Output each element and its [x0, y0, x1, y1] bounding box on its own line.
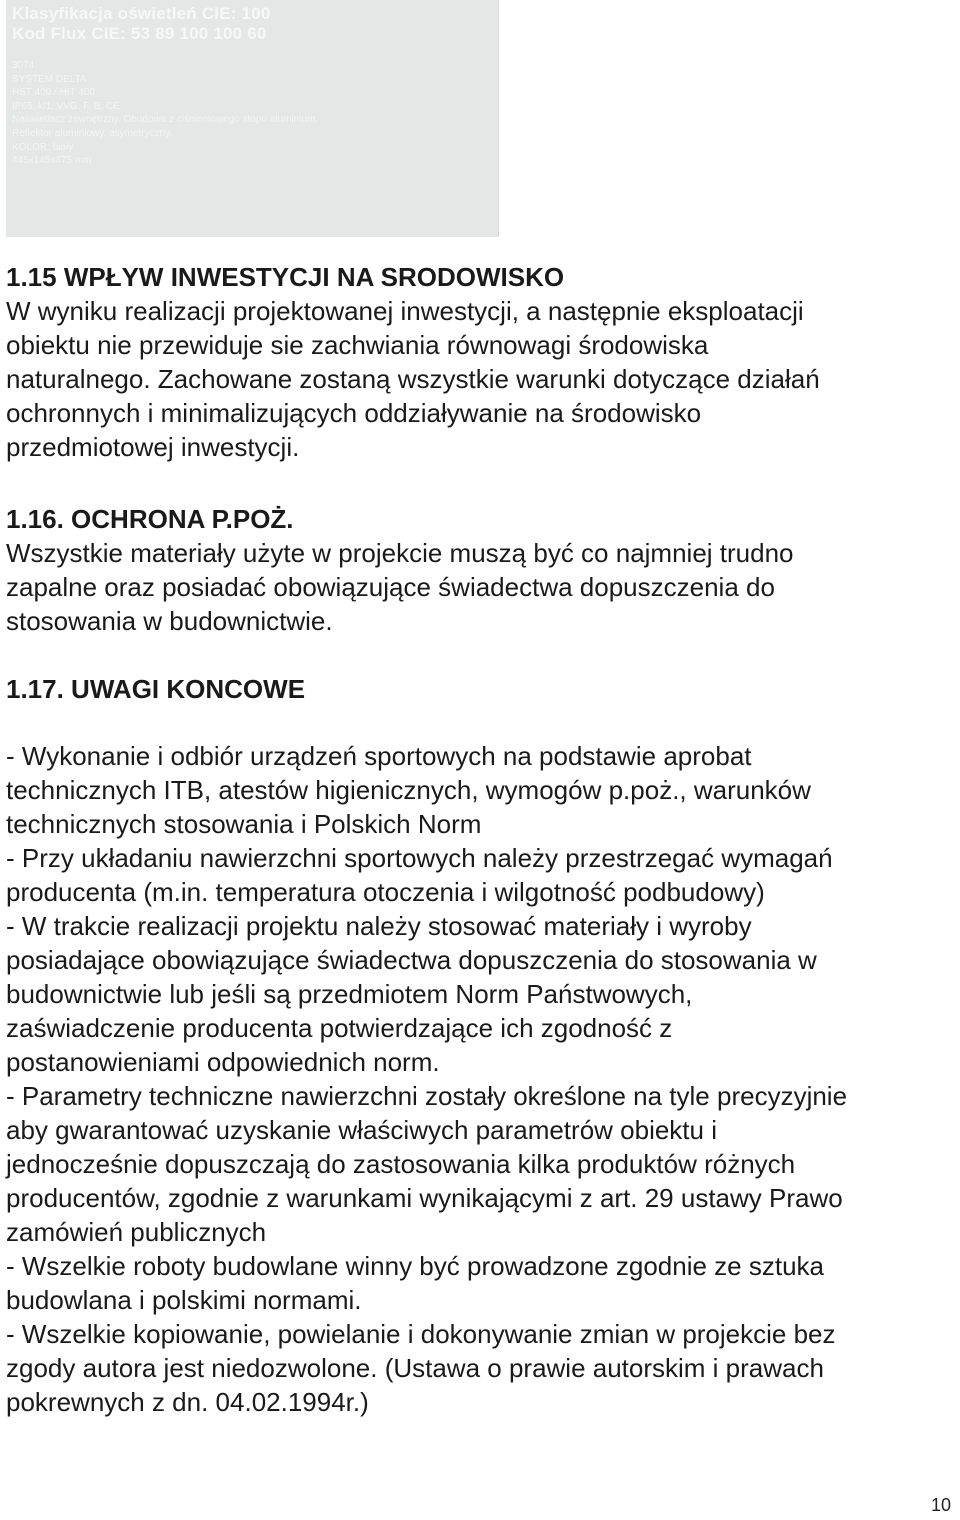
paragraph-line: - Przy układaniu nawierzchni sportowych należy przestrzegać wymagań [6, 843, 833, 873]
paragraph-line: technicznych stosowania i Polskich Norm [6, 809, 482, 839]
paragraph-line: - Wszelkie roboty budowlane winny być prowadzone zgodnie ze sztuka [6, 1251, 824, 1281]
paragraph-line: - Wszelkie kopiowanie, powielanie i dokonywanie zmian w projekcie bez [6, 1319, 836, 1349]
paragraph-line: Wszystkie materiały użyte w projekcie muszą być co najmniej trudno [6, 538, 794, 568]
paragraph-line: zgody autora jest niedozwolone. (Ustawa o prawie autorskim i prawach [6, 1353, 824, 1383]
section-heading: 1.17. UWAGI KONCOWE [6, 674, 306, 704]
section-heading: 1.15 WPŁYW INWESTYCJI NA SRODOWISKO [6, 262, 565, 292]
paragraph-line: producentów, zgodnie z warunkami wynikającymi z art. 29 ustawy Prawo [6, 1183, 843, 1213]
paragraph-line: naturalnego. Zachowane zostaną wszystkie warunki dotyczące działań [6, 364, 820, 394]
paragraph-line: jednocześnie dopuszczają do zastosowania kilka produktów różnych [6, 1149, 796, 1179]
paragraph-line: producenta (m.in. temperatura otoczenia i wilgotność podbudowy) [6, 877, 765, 907]
section-1-16 [6, 502, 956, 638]
paragraph-line: postanowieniami odpowiednich norm. [6, 1047, 440, 1077]
paragraph-line: zapalne oraz posiadać obowiązujące świadectwa dopuszczenia do [6, 572, 775, 602]
paragraph-line: - Parametry techniczne nawierzchni zostały określone na tyle precyzyjnie [6, 1081, 848, 1111]
spec-detail-line: SYSTEM DELTA [12, 73, 87, 85]
paragraph-line: technicznych ITB, atestów higienicznych, wymogów p.poż., warunków [6, 775, 811, 805]
paragraph-line: posiadające obowiązujące świadectwa dopuszczenia do stosowania w [6, 945, 817, 975]
paragraph-line: - W trakcie realizacji projektu należy stosować materiały i wyroby [6, 911, 752, 941]
luminaire-spec-image [6, 0, 499, 237]
section-1-15 [6, 260, 956, 464]
paragraph-line: stosowania w budownictwie. [6, 606, 333, 636]
section-1-17-heading [6, 672, 956, 706]
paragraph-line: aby gwarantować uzyskanie właściwych parametrów obiektu i [6, 1115, 717, 1145]
spec-details [12, 59, 498, 168]
paragraph-line: obiektu nie przewiduje sie zachwiania równowagi środowiska [6, 330, 709, 360]
section-1-17-body [6, 739, 956, 1419]
paragraph-line: zamówień publicznych [6, 1217, 267, 1247]
spec-title-line: Kod Flux CIE: 53 89 100 100 60 [12, 24, 267, 43]
spec-detail-line: 3074 [12, 60, 35, 71]
spec-detail-line: HST 400 / HIT 400 [12, 87, 96, 99]
paragraph-line: zaświadczenie producenta potwierdzające ich zgodność z [6, 1013, 673, 1043]
page-number: 10 [930, 1495, 951, 1515]
paragraph-line: - Wykonanie i odbiór urządzeń sportowych na podstawie aprobat [6, 741, 752, 771]
paragraph-line: budowlana i polskimi normami. [6, 1285, 362, 1315]
spec-detail-line: IP65, kl1, VVG, F, B, CE [12, 100, 120, 112]
paragraph-line: W wyniku realizacji projektowanej inwestycji, a następnie eksploatacji [6, 296, 804, 326]
paragraph-line: ochronnych i minimalizujących oddziaływanie na środowisko [6, 398, 702, 428]
spec-title-line: Klasyfikacja oświetleń CIE: 100 [12, 4, 271, 23]
spec-detail-line: Naświetlacz zewnętrzny. Obudowa z ciśnieniowego stopu aluminium. [12, 114, 319, 126]
section-heading: 1.16. OCHRONA P.POŻ. [6, 504, 294, 534]
paragraph-line: budownictwie lub jeśli są przedmiotem Norm Państwowych, [6, 979, 693, 1009]
spec-detail-line: KOLOR: biały [12, 141, 74, 153]
paragraph-line: pokrewnych z dn. 04.02.1994r.) [6, 1387, 369, 1417]
paragraph-line: przedmiotowej inwestycji. [6, 432, 300, 462]
spec-detail-line: Reflektor aluminiowy, asymetryczny. [12, 127, 173, 139]
spec-detail-line: 445x145x475 mm [12, 155, 92, 167]
